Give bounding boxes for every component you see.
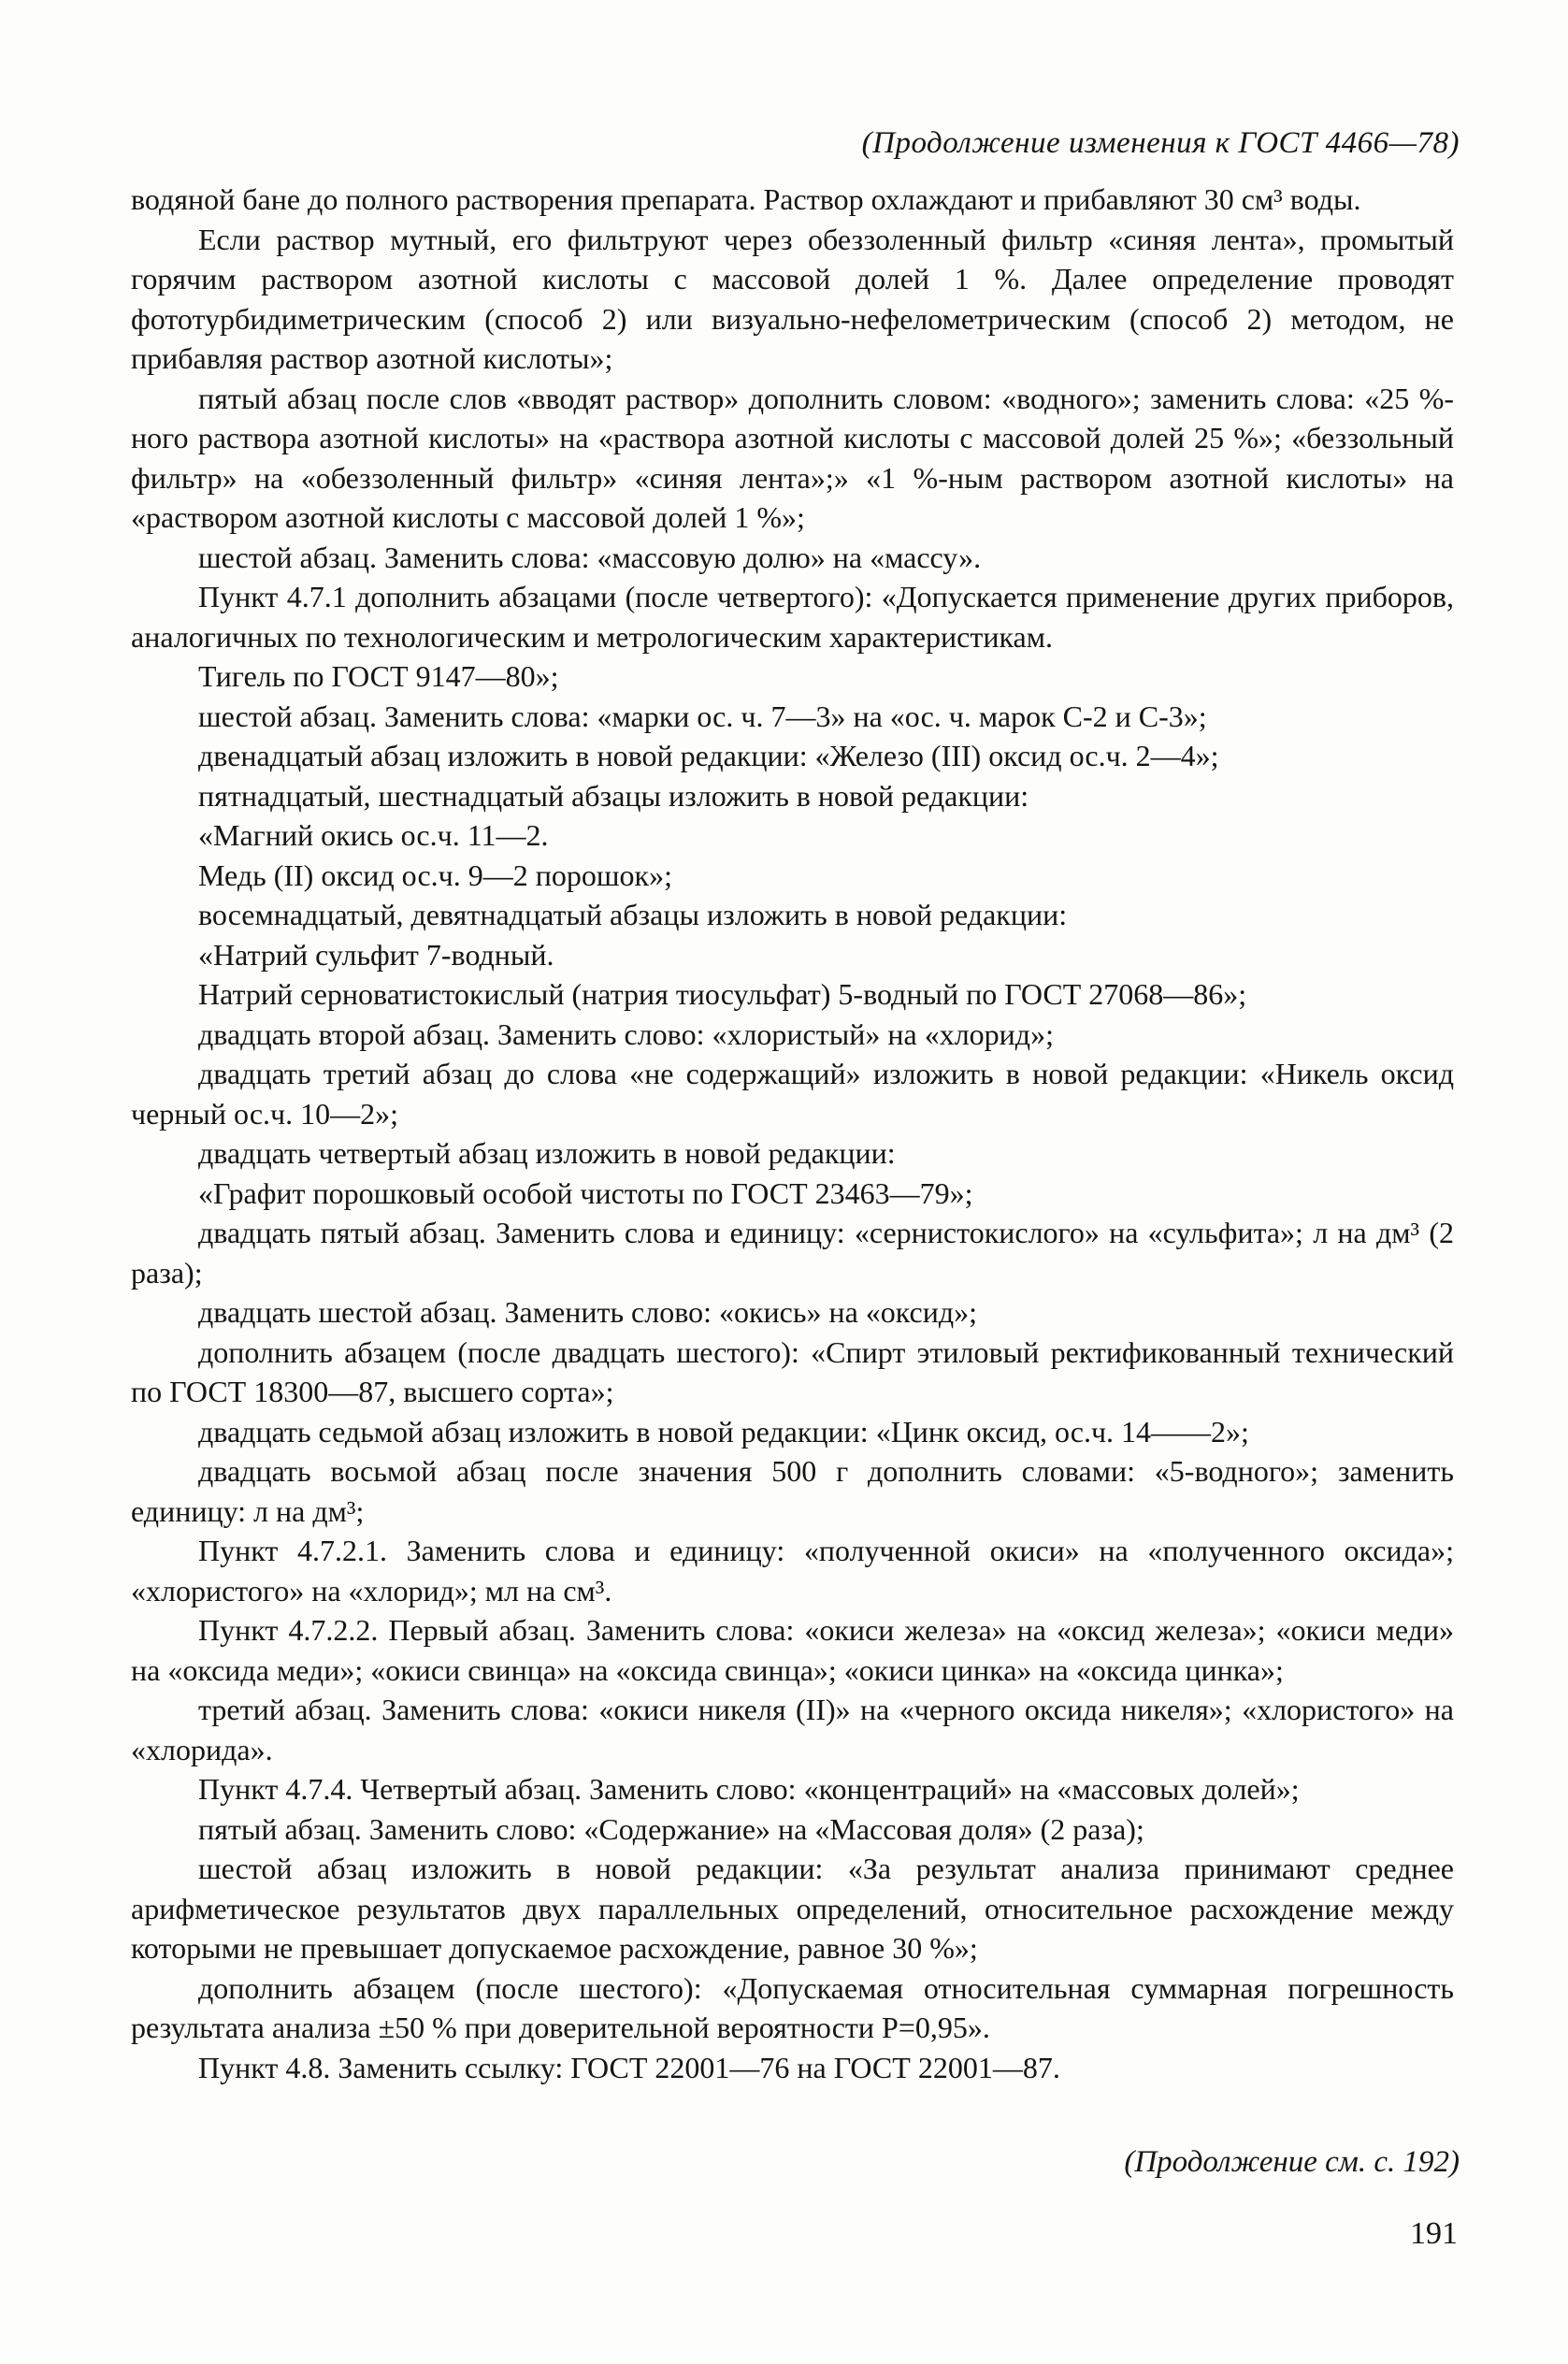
paragraph: двадцать пятый абзац. Заменить слова и единицу: «сернистокислого» на «сульфита»; л на дм³ (2 раза); (131, 1216, 1454, 1290)
paragraph: Тигель по ГОСТ 9147—80»; (198, 659, 559, 693)
paragraph: Медь (II) оксид ос.ч. 9—2 порошок»; (198, 858, 672, 892)
page-number: 191 (1410, 2216, 1458, 2251)
paragraph: третий абзац. Заменить слова: «окиси никеля (II)» на «черного оксида никеля»; «хлористого» на «хлорида». (131, 1693, 1454, 1766)
paragraph: Пункт 4.7.4. Четвертый абзац. Заменить слово: «концентраций» на «массовых долей»; (198, 1772, 1300, 1806)
continuation-note: (Продолжение см. с. 192) (1124, 2145, 1460, 2179)
paragraph: Натрий серноватистокислый (натрия тиосульфат) 5-водный по ГОСТ 27068—86»; (198, 977, 1247, 1011)
paragraph: двадцать четвертый абзац изложить в новой редакции: (198, 1136, 896, 1170)
paragraph: «Графит порошковый особой чистоты по ГОСТ 23463—79»; (198, 1175, 973, 1210)
paragraph: двадцать седьмой абзац изложить в новой редакции: «Цинк оксид, ос.ч. 14——2»; (198, 1414, 1249, 1449)
paragraph: Пункт 4.7.2.1. Заменить слова и единицу: «полученной окиси» на «полученного оксида»; «хлористого» на «хлорид»; мл на см³. (131, 1534, 1454, 1607)
paragraph: дополнить абзацем (после шестого): «Допускаемая относительная суммарная погрешность результата анализа ±50 % при доверительной вероятности P=0,95». (131, 1970, 1454, 2044)
paragraph: двадцать третий абзац до слова «не содержащий» изложить в новой редакции: «Никель оксид черный ос.ч. 10—2»; (131, 1057, 1454, 1131)
running-header: (Продолжение изменения к ГОСТ 4466—78) (861, 126, 1460, 160)
paragraph: двадцать шестой абзац. Заменить слово: «окись» на «оксид»; (198, 1295, 978, 1329)
paragraph: восемнадцатый, девятнадцатый абзацы изложить в новой редакции: (198, 898, 1068, 931)
paragraph: пятый абзац после слов «вводят раствор» дополнить словом: «водного»; заменить слова: «25 %-ного раствора азотной кислоты» на «раствора азотной кислоты с массовой долей 25 %»; «беззольный фильтр» на «обеззоленный фильтр» «синяя лента»;» «1 %-ным раствором азотной кислоты» на «раствором азотной кислоты с массовой долей 1 %»; (131, 381, 1454, 534)
paragraph: шестой абзац. Заменить слова: «массовую долю» на «массу». (198, 540, 982, 574)
paragraph: Пункт 4.8. Заменить ссылку: ГОСТ 22001—76 на ГОСТ 22001—87. (198, 2050, 1060, 2084)
paragraph: «Натрий сульфит 7-водный. (198, 937, 554, 972)
paragraph: «Магний окись ос.ч. 11—2. (198, 818, 549, 852)
paragraph: пятый абзац. Заменить слово: «Содержание» на «Массовая доля» (2 раза); (198, 1811, 1144, 1846)
paragraph: Пункт 4.7.1 дополнить абзацами (после четвертого): «Допускается применение других приборов, аналогичных по технологическим и метрологическим характеристикам. (131, 580, 1454, 654)
paragraph: Пункт 4.7.2.2. Первый абзац. Заменить слова: «окиси железа» на «оксид железа»; «окиси меди» на «оксида меди»; «окиси свинца» на «оксида свинца»; «окиси цинка» на «оксида цинка»; (131, 1613, 1454, 1687)
paragraph: пятнадцатый, шестнадцатый абзацы изложить в новой редакции: (198, 778, 1029, 813)
paragraph: двадцать восьмой абзац после значения 500 г дополнить словами: «5-водного»; заменить единицу: л на дм³; (131, 1454, 1454, 1528)
paragraph: водяной бане до полного растворения препарата. Раствор охлаждают и прибавляют 30 см³ воды. (131, 182, 1361, 216)
paragraph: двадцать второй абзац. Заменить слово: «хлористый» на «хлорид»; (198, 1016, 1054, 1051)
paragraph: двенадцатый абзац изложить в новой редакции: «Железо (III) оксид ос.ч. 2—4»; (198, 739, 1219, 772)
paragraph: Если раствор мутный, его фильтруют через обеззоленный фильтр «синяя лента», промытый горячим раствором азотной кислоты с массовой долей 1 %. Далее определение проводят фототурбидиметрическим (способ 2) или визуально-нефелометрическим (способ 2) методом, не прибавляя раствор азотной кислоты»; (131, 222, 1454, 375)
document-body (131, 180, 1454, 2087)
paragraph: шестой абзац изложить в новой редакции: «За результат анализа принимают среднее арифметическое результатов двух параллельных определений, относительное расхождение между которыми не превышает допускаемое расхождение, равное 30 %»; (131, 1852, 1454, 1965)
paragraph: шестой абзац. Заменить слова: «марки ос. ч. 7—3» на «ос. ч. марок С-2 и С-3»; (198, 699, 1207, 733)
paragraph: дополнить абзацем (после двадцать шестого): «Спирт этиловый ректификованный технический по ГОСТ 18300—87, высшего сорта»; (131, 1334, 1454, 1408)
